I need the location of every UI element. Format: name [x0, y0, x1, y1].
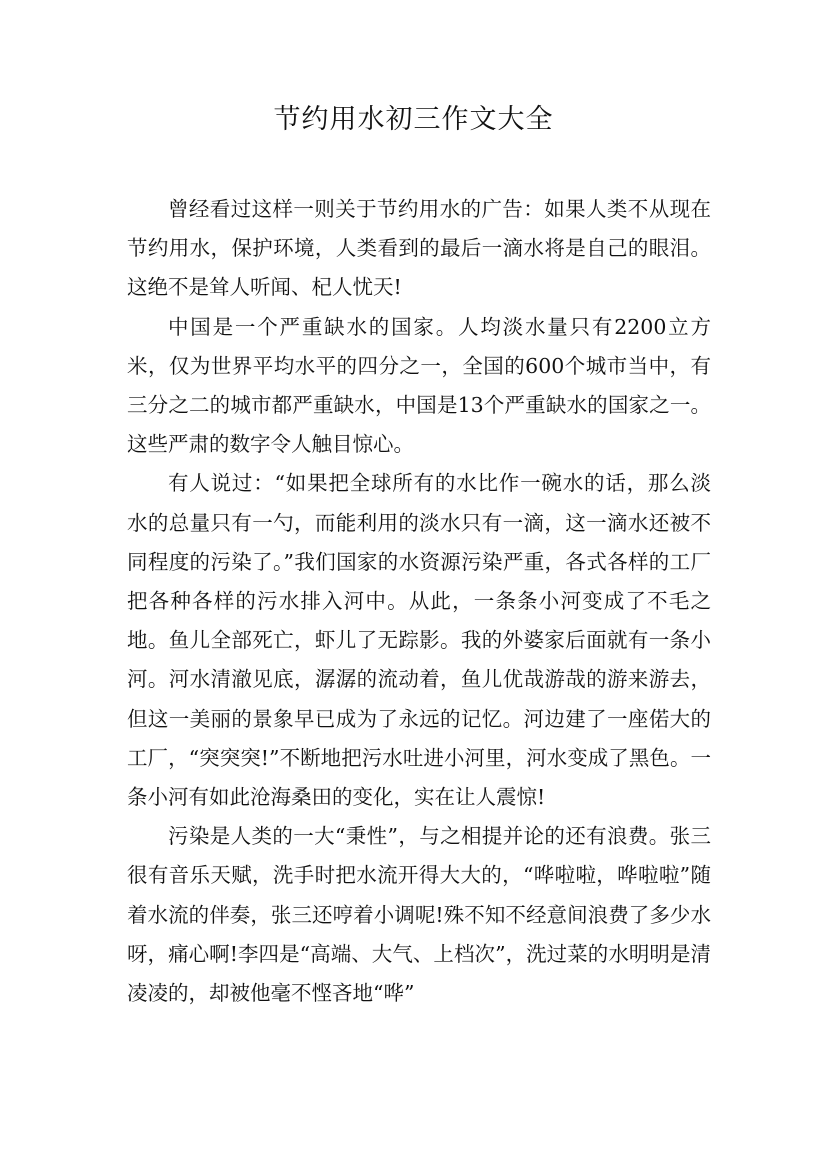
paragraph-2: 中国是一个严重缺水的国家。人均淡水量只有2200立方米，仅为世界平均水平的四分之一，全国的600个城市当中，有三分之二的城市都严重缺水，中国是13个严重缺水的国家之一。这些严肃的数字令人触目惊心。 [127, 314, 711, 457]
document-title: 节约用水初三作文大全 [273, 104, 554, 135]
paragraph-4: 污染是人类的一大“秉性”，与之相提并论的还有浪费。张三很有音乐天赋，洗手时把水流开得大大的，“哗啦啦，哗啦啦”随着水流的伴奏，张三还哼着小调呢!殊不知不经意间浪费了多少水呀，痛心啊!李四是“高端、大气、上档次”，洗过菜的水明明是清凌凌的，却被他毫不悭吝地“哗” [127, 824, 711, 1006]
paragraph-3: 有人说过：“如果把全球所有的水比作一碗水的话，那么淡水的总量只有一勺，而能利用的淡水只有一滴，这一滴水还被不同程度的污染了。”我们国家的水资源污染严重，各式各样的工厂把各种各样的污水排入河中。从此，一条条小河变成了不毛之地。鱼儿全部死亡，虾儿了无踪影。我的外婆家后面就有一条小河。河水清澈见底，潺潺的流动着，鱼儿优哉游哉的游来游去，但这一美丽的景象早已成为了永远的记忆。河边建了一座偌大的工厂，“突突突!”不断地把污水吐进小河里，河水变成了黑色。一条小河有如此沧海桑田的变化，实在让人震惊! [127, 471, 711, 810]
document-body [127, 190, 711, 1013]
paragraph-1: 曾经看过这样一则关于节约用水的广告：如果人类不从现在节约用水，保护环境，人类看到的最后一滴水将是自己的眼泪。这绝不是耸人听闻、杞人忧天! [127, 197, 711, 300]
